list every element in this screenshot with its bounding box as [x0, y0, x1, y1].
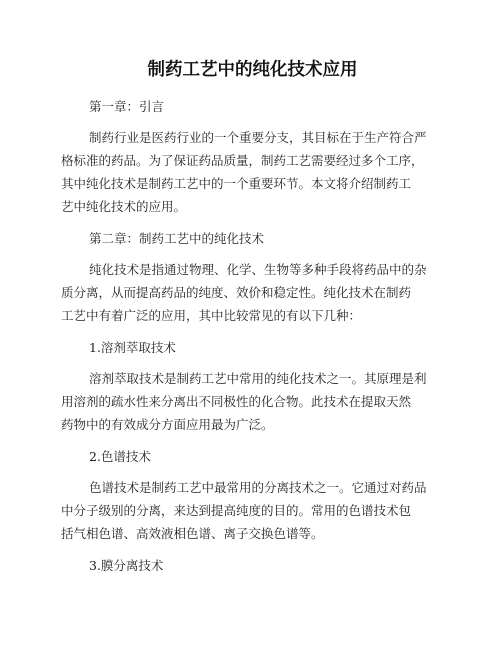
section-1-paragraph — [61, 367, 444, 436]
section-2-heading: 2.色谱技术 — [89, 449, 151, 464]
paragraph-line: 中分子级别的分离，来达到提高纯度的目的。常用的色谱技术包 — [61, 503, 412, 518]
paragraph-line: 溶剂萃取技术是制药工艺中常用的纯化技术之一。其原理是利 — [89, 371, 427, 386]
paragraph-line: 质分离，从而提高药品的纯度、效价和稳定性。纯化技术在制药 — [61, 285, 412, 300]
paragraph-line: 药物中的有效成分方面应用最为广泛。 — [61, 417, 274, 432]
section-1-heading: 1.溶剂萃取技术 — [89, 340, 176, 355]
chapter-2-paragraph — [61, 258, 444, 327]
paragraph-line: 其中纯化技术是制药工艺中的一个重要环节。本文将介绍制药工 — [61, 176, 412, 191]
paragraph-line: 格标准的药品。为了保证药品质量，制药工艺需要经过多个工序， — [61, 153, 424, 168]
paragraph-line: 纯化技术是指通过物理、化学、生物等多种手段将药品中的杂 — [89, 262, 427, 277]
chapter-2-heading: 第二章：制药工艺中的纯化技术 — [89, 231, 265, 246]
paragraph-line: 工艺中有着广泛的应用，其中比较常见的有以下几种： — [61, 308, 362, 323]
section-3-heading: 3.膜分离技术 — [89, 558, 164, 573]
document-title: 制药工艺中的纯化技术应用 — [147, 60, 358, 80]
paragraph-line: 制药行业是医药行业的一个重要分支，其目标在于生产符合严 — [89, 130, 427, 145]
paragraph-line: 色谱技术是制药工艺中最常用的分离技术之一。它通过对药品 — [89, 480, 427, 495]
chapter-1-paragraph — [61, 126, 444, 218]
paragraph-line: 括气相色谱、高效液相色谱、离子交换色谱等。 — [61, 526, 324, 541]
paragraph-line: 艺中纯化技术的应用。 — [61, 199, 187, 214]
section-2-paragraph — [61, 476, 444, 545]
chapter-1-heading: 第一章：引言 — [89, 99, 165, 114]
paragraph-line: 用溶剂的疏水性来分离出不同极性的化合物。此技术在提取天然 — [61, 394, 412, 409]
